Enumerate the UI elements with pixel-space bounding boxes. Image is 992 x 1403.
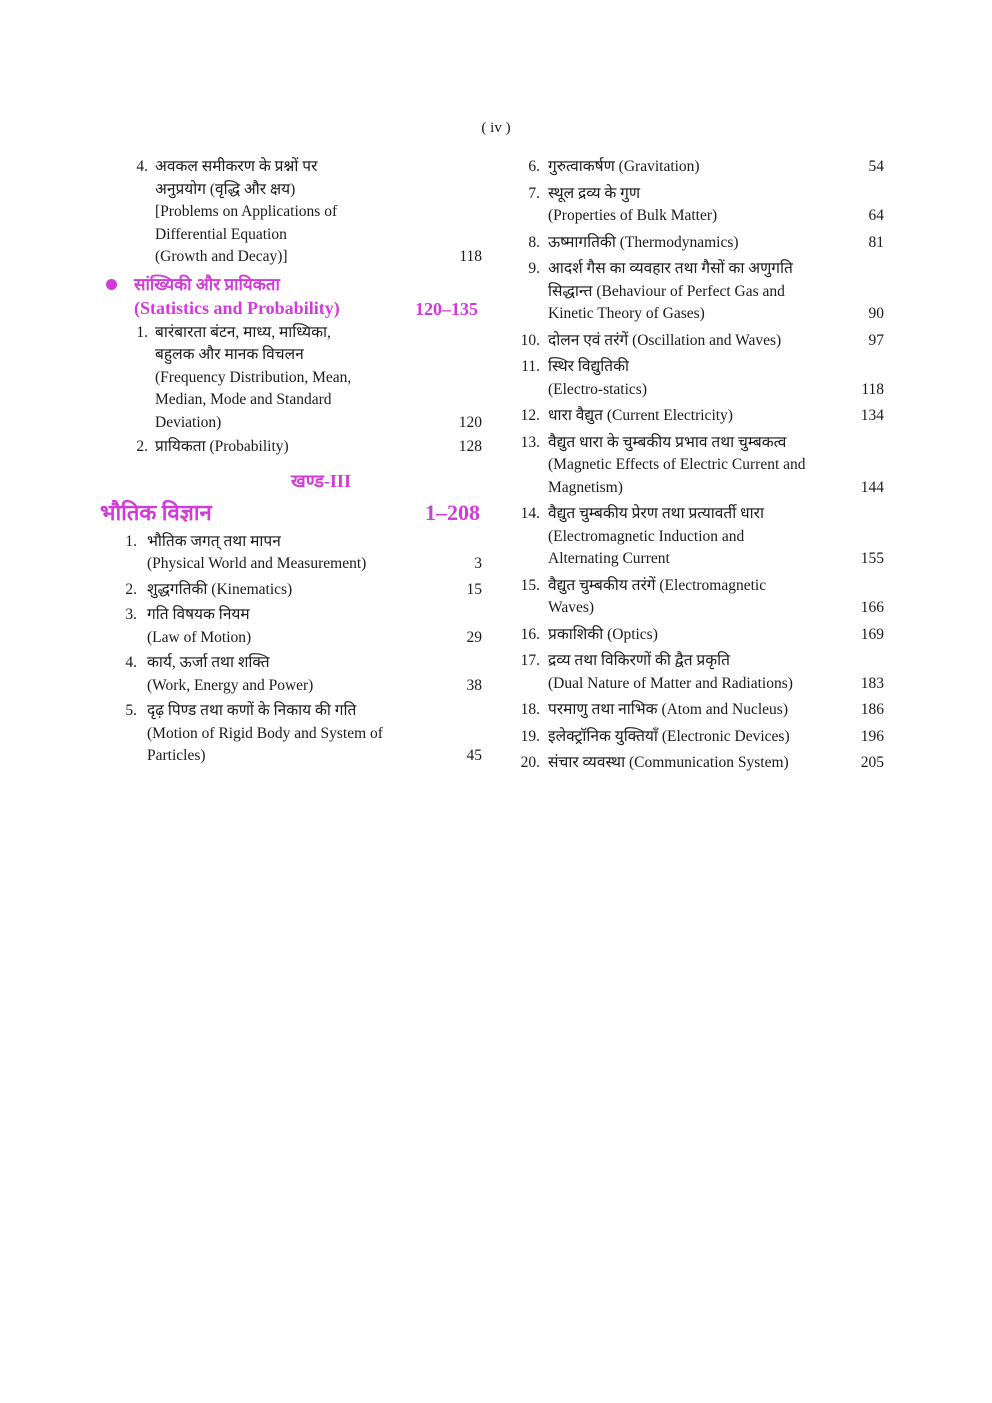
entry-title-line: (Frequency Distribution, Mean,: [155, 368, 352, 386]
physics-title: भौतिक विज्ञान: [100, 499, 212, 525]
entry-number: 15.: [520, 576, 540, 594]
entry-title-line: गति विषयक नियम: [147, 606, 250, 623]
entry-title-line: दृढ़ पिण्ड तथा कणों के निकाय की गति: [147, 702, 357, 719]
statistics-title-english: (Statistics and Probability): [134, 297, 340, 318]
toc-entry: [512, 650, 884, 695]
entry-title-line: वैद्युत धारा के चुम्बकीय प्रभाव तथा चुम्बकत्व: [548, 433, 787, 451]
entry-title-line: Alternating Current: [548, 550, 670, 567]
toc-entry: [512, 503, 884, 571]
entry-page-number: 144: [860, 478, 884, 496]
toc-entry: [100, 652, 482, 697]
entry-title: [147, 652, 422, 697]
entry-number: 12.: [520, 407, 540, 424]
entry-title-line: Median, Mode and Standard: [155, 391, 332, 408]
physics-page-range: 1–208: [425, 499, 480, 525]
entry-title-line: कार्य, ऊर्जा तथा शक्ति: [147, 654, 270, 671]
entry-page-number: 45: [466, 747, 482, 764]
entry-title-line: प्रकाशिकी (Optics): [548, 625, 658, 643]
entry-title-line: Differential Equation: [155, 225, 287, 243]
entry-number: 14.: [520, 505, 540, 522]
entry-page-number: 15: [466, 580, 482, 598]
entry-title: [548, 575, 834, 620]
entry-title-line: धारा वैद्युत (Current Electricity): [548, 407, 733, 424]
entry-page-number: 134: [860, 407, 884, 424]
entry-title-line: संचार व्यवस्था (Communication System): [548, 754, 789, 771]
entry-title: [548, 232, 834, 255]
entry-title-line: (Growth and Decay)]: [155, 248, 288, 265]
entry-title-line: ऊष्मागतिकी (Thermodynamics): [548, 233, 739, 251]
entry-number: 10.: [520, 331, 540, 349]
entry-page-number: 205: [860, 754, 884, 771]
entry-title-line: स्थूल द्रव्य के गुण: [548, 184, 641, 202]
entry-number: 19.: [520, 727, 540, 745]
toc-entry: [512, 258, 884, 326]
entry-number: 4.: [136, 158, 148, 175]
toc-entry: [512, 356, 884, 401]
entry-number: 8.: [528, 233, 540, 251]
entry-title: [548, 503, 834, 571]
toc-entry: [100, 156, 482, 269]
entry-page-number: 29: [466, 628, 482, 646]
entry-page-number: 169: [860, 625, 884, 643]
entry-title-line: वैद्युत चुम्बकीय तरंगें (Electromagnetic: [548, 576, 767, 594]
entry-number: 13.: [520, 433, 540, 451]
entry-number: 1.: [125, 532, 137, 550]
entry-number: 5.: [125, 702, 137, 719]
entry-title: [548, 330, 834, 353]
entry-title-line: Deviation): [155, 413, 222, 431]
entry-number: 1.: [136, 323, 148, 341]
entry-title-line: (Dual Nature of Matter and Radiations): [548, 674, 793, 692]
khand-heading: खण्ड-III: [291, 470, 351, 491]
toc-entry: [100, 700, 482, 768]
entry-number: 2.: [125, 580, 137, 598]
toc-entry: [512, 405, 884, 428]
entry-title: [548, 258, 834, 326]
entry-title: [548, 183, 834, 228]
entry-title-line: (Physical World and Measurement): [147, 555, 367, 572]
toc-entry: [512, 330, 884, 353]
entry-title: [147, 604, 422, 649]
entry-title-line: द्रव्य तथा विकिरणों की द्वैत प्रकृति: [548, 652, 731, 669]
statistics-entries: [100, 322, 482, 459]
entry-page-number: 166: [860, 599, 884, 616]
entry-page-number: 3: [474, 555, 482, 572]
entry-number: 4.: [125, 654, 137, 671]
entry-title-line: (Law of Motion): [147, 628, 252, 646]
toc-entry: [512, 752, 884, 775]
toc-entry: [512, 232, 884, 255]
entry-title: [548, 726, 834, 749]
entry-title: [548, 156, 834, 179]
entry-title: [147, 531, 422, 576]
entry-title-line: (Electro-statics): [548, 380, 647, 398]
toc-entry: [100, 579, 482, 602]
toc-entry: [100, 436, 482, 459]
entry-title-line: (Electromagnetic Induction and: [548, 527, 745, 545]
entry-title-line: (Properties of Bulk Matter): [548, 207, 718, 224]
entry-number: 3.: [125, 606, 137, 623]
physics-entries-left: [100, 531, 482, 768]
entry-title-line: अवकल समीकरण के प्रश्नों पर: [155, 158, 318, 175]
entry-number: 16.: [520, 625, 540, 643]
entry-title: [155, 322, 422, 435]
entry-number: 7.: [528, 184, 540, 202]
entry-title-line: (Magnetic Effects of Electric Current and: [548, 456, 806, 473]
entry-title-line: अनुप्रयोग (वृद्धि और क्षय): [155, 180, 296, 198]
entry-page-number: 128: [458, 438, 482, 455]
entry-title-line: सिद्धान्त (Behaviour of Perfect Gas and: [548, 282, 785, 300]
physics-section-heading: [100, 497, 482, 529]
entry-page-number: 97: [868, 331, 884, 349]
physics-entries-right: [512, 156, 884, 775]
page-number: ( iv ): [481, 120, 511, 136]
statistics-page-range: 120–135: [415, 298, 478, 319]
entry-title-line: प्रायिकता (Probability): [155, 438, 289, 455]
entry-title: [548, 624, 834, 647]
statistics-section-heading: [100, 273, 482, 320]
entry-title-line: (Motion of Rigid Body and System of: [147, 724, 383, 742]
entry-title-line: इलेक्ट्रॉनिक युक्तियाँ (Electronic Devices): [548, 727, 790, 745]
toc-right-column: [512, 156, 884, 779]
entry-page-number: 118: [861, 380, 884, 398]
entry-number: 6.: [528, 158, 540, 175]
entry-page-number: 81: [868, 233, 884, 251]
entry-title-line: दोलन एवं तरंगें (Oscillation and Waves): [548, 331, 782, 349]
toc-entry: [512, 624, 884, 647]
entry-page-number: 155: [860, 550, 884, 567]
entry-number: 9.: [528, 260, 540, 277]
bullet-icon: [106, 279, 117, 290]
entry-title-line: परमाणु तथा नाभिक (Atom and Nucleus): [548, 701, 788, 718]
entry-number: 17.: [520, 652, 540, 669]
entry-title-line: शुद्धगतिकी (Kinematics): [147, 580, 293, 598]
toc-entry: [100, 322, 482, 435]
entry-page-number: 64: [868, 207, 884, 224]
entry-page-number: 38: [466, 676, 482, 694]
entry-title-line: स्थिर विद्युतिकी: [548, 358, 630, 375]
entry-title-line: Magnetism): [548, 478, 623, 496]
entry-title-line: आदर्श गैस का व्यवहार तथा गैसों का अणुगति: [548, 260, 793, 277]
entry-title: [548, 650, 834, 695]
entry-page-number: 196: [860, 727, 884, 745]
entry-title-line: बहुलक और मानक विचलन: [155, 346, 304, 363]
entry-title-line: भौतिक जगत् तथा मापन: [147, 532, 281, 550]
entry-title-line: [Problems on Applications of: [155, 203, 338, 220]
toc-entry: [100, 604, 482, 649]
toc-entry: [512, 726, 884, 749]
toc-left-top-entries: [100, 156, 482, 269]
entry-number: 11.: [521, 358, 540, 375]
entry-page-number: 183: [860, 674, 884, 692]
entry-title-line: वैद्युत चुम्बकीय प्रेरण तथा प्रत्यावर्ती धारा: [548, 505, 765, 522]
entry-title-line: गुरुत्वाकर्षण (Gravitation): [548, 158, 700, 175]
entry-page-number: 54: [868, 158, 884, 175]
toc-entry: [100, 531, 482, 576]
entry-title: [155, 156, 422, 269]
toc-left-column: [100, 156, 482, 771]
toc-entry: [512, 183, 884, 228]
entry-title: [147, 579, 422, 602]
entry-title-line: Particles): [147, 747, 206, 764]
entry-title-line: (Work, Energy and Power): [147, 676, 314, 694]
entry-title: [147, 700, 422, 768]
entry-title: [548, 432, 834, 500]
entry-title: [155, 436, 422, 459]
entry-title: [548, 405, 834, 428]
entry-title: [548, 752, 834, 775]
toc-entry: [512, 156, 884, 179]
entry-title-line: Kinetic Theory of Gases): [548, 305, 705, 322]
entry-page-number: 90: [868, 305, 884, 322]
toc-entry: [512, 432, 884, 500]
entry-title-line: Waves): [548, 599, 595, 616]
toc-entry: [512, 699, 884, 722]
entry-page-number: 186: [860, 701, 884, 718]
statistics-title-hindi: सांख्यिकी और प्रायिकता: [134, 274, 280, 294]
entry-number: 2.: [136, 438, 148, 455]
entry-number: 20.: [520, 754, 540, 771]
toc-entry: [512, 575, 884, 620]
entry-title-line: बारंबारता बंटन, माध्य, माध्यिका,: [155, 323, 331, 341]
entry-number: 18.: [520, 701, 540, 718]
entry-title: [548, 356, 834, 401]
entry-page-number: 118: [459, 248, 482, 265]
entry-title: [548, 699, 834, 722]
entry-page-number: 120: [458, 413, 482, 431]
